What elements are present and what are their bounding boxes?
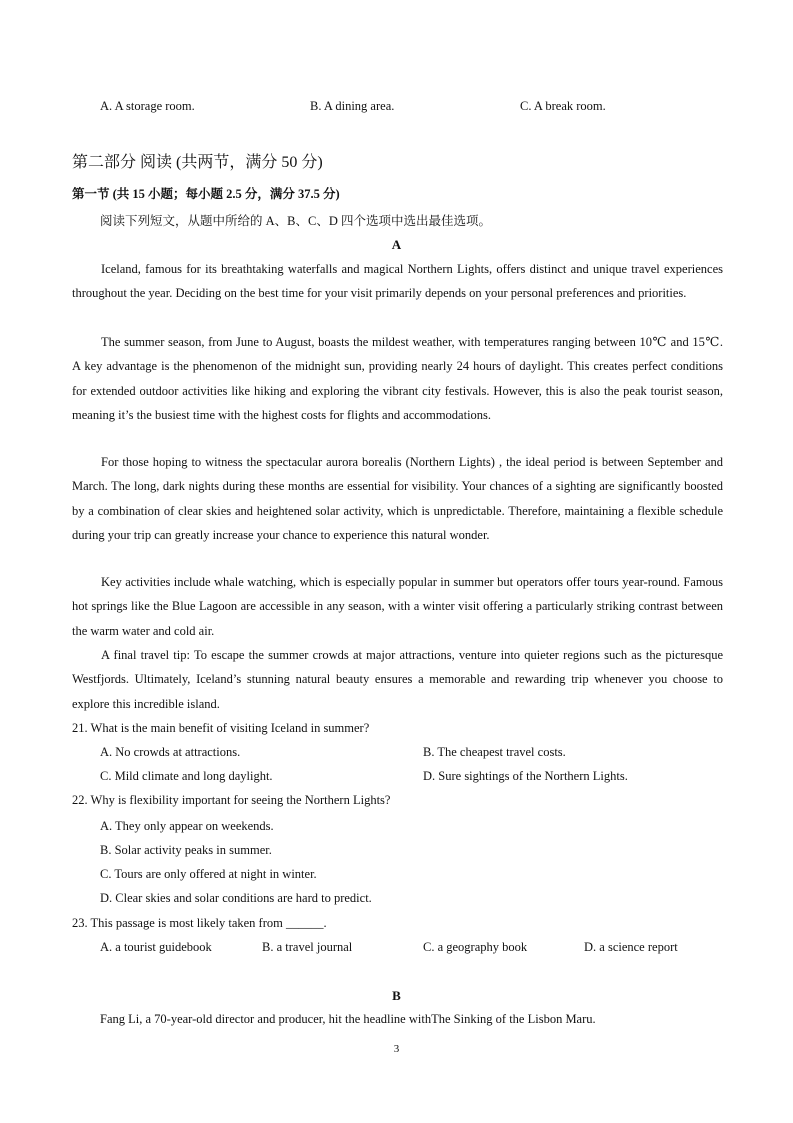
question-21-option-a: A. No crowds at attractions. bbox=[100, 745, 241, 759]
question-21-option-d: D. Sure sightings of the Northern Lights. bbox=[423, 769, 628, 783]
instruction: 阅读下列短文，从题中所给的 A、B、C、D 四个选项中选出最佳选项。 bbox=[100, 214, 491, 228]
section-title: 第一节 (共 15 小题；每小题 2.5 分，满分 37.5 分) bbox=[72, 187, 340, 201]
prev-option-b: B. A dining area. bbox=[310, 99, 395, 113]
question-21-option-c: C. Mild climate and long daylight. bbox=[100, 769, 273, 783]
passage-a-paragraph-3: For those hoping to witness the spectacular aurora borealis (Northern Lights) , the ideal period is between September and March. The long, dark nights during these months are essential for visibility. Your chances of a sighting are significantly boosted by a combination of clear skies and heightened solar activity, which is unpredictable. Therefore, maintaining a flexible schedule during your trip can greatly increase your chance to experience this natural wonder. bbox=[72, 455, 723, 542]
passage-a-paragraph-2: The summer season, from June to August, boasts the mildest weather, with temperatures ranging between 10℃ and 15℃. A key advantage is the phenomenon of the midnight sun, providing nearly 24 hours of daylight. This creates perfect conditions for extended outdoor activities like hiking and exploring the vibrant city festivals. However, this is also the peak tourist season, meaning it’s the busiest time with the highest costs for flights and accommodations. bbox=[72, 335, 723, 422]
question-23-option-c: C. a geography book bbox=[423, 940, 528, 954]
prev-option-c: C. A break room. bbox=[520, 99, 606, 113]
question-21-stem: 21. What is the main benefit of visiting Iceland in summer? bbox=[72, 721, 370, 735]
passage-a-label: A bbox=[391, 237, 402, 252]
question-23-option-b: B. a travel journal bbox=[262, 940, 353, 954]
passage-b-first-line: Fang Li, a 70-year-old director and producer, hit the headline withThe Sinking of the Lisbon Maru. bbox=[100, 1012, 596, 1026]
question-22-option-d: D. Clear skies and solar conditions are hard to predict. bbox=[100, 891, 372, 905]
passage-a-paragraph-5: A final travel tip: To escape the summer crowds at major attractions, venture into quieter regions such as the picturesque Westfjords. Ultimately, Iceland’s stunning natural beauty ensures a memorable and rewarding trip whenever you choose to explore this incredible island. bbox=[72, 648, 723, 711]
passage-b-label: B bbox=[392, 988, 401, 1003]
page-number: 3 bbox=[393, 1043, 400, 1055]
question-23-option-a: A. a tourist guidebook bbox=[100, 940, 212, 954]
question-23-option-d: D. a science report bbox=[584, 940, 678, 954]
question-22-stem: 22. Why is flexibility important for seeing the Northern Lights? bbox=[72, 793, 391, 807]
passage-a-paragraph-4: Key activities include whale watching, which is especially popular in summer but operators offer tours year-round. Famous hot springs like the Blue Lagoon are accessible in any season, with a winter visit offering a particularly striking contrast between the warm water and cold air. bbox=[72, 575, 723, 638]
question-22-option-c: C. Tours are only offered at night in winter. bbox=[100, 867, 317, 881]
question-23-stem: 23. This passage is most likely taken from ______. bbox=[72, 916, 327, 930]
question-21-option-b: B. The cheapest travel costs. bbox=[423, 745, 566, 759]
question-22-option-a: A. They only appear on weekends. bbox=[100, 819, 274, 833]
prev-option-a: A. A storage room. bbox=[100, 99, 195, 113]
question-22-option-b: B. Solar activity peaks in summer. bbox=[100, 843, 272, 857]
part-title: 第二部分 阅读 (共两节，满分 50 分) bbox=[72, 154, 323, 171]
passage-a-paragraph-1: Iceland, famous for its breathtaking waterfalls and magical Northern Lights, offers distinct and unique travel experiences throughout the year. Deciding on the best time for your visit primarily depends on your personal preferences and priorities. bbox=[72, 262, 723, 301]
